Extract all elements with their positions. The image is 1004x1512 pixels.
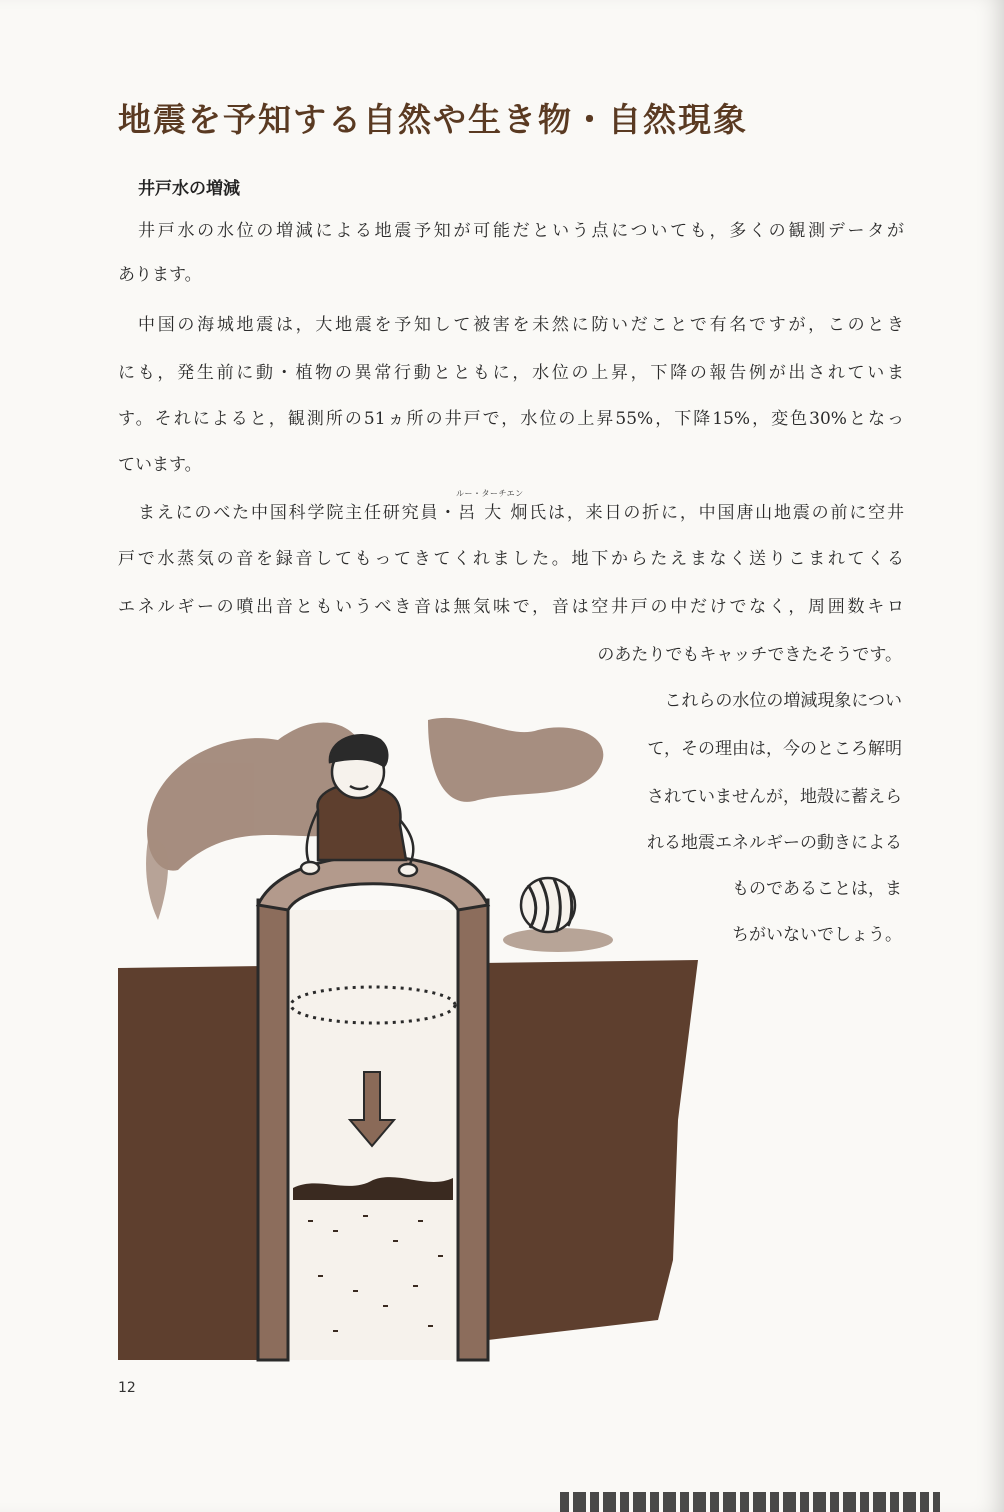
well-illustration bbox=[118, 700, 698, 1370]
watermelon-ball-icon bbox=[503, 878, 613, 952]
paragraph-2-line-4: ています。 bbox=[118, 455, 202, 475]
paragraph-1-line-1: 井戸水の水位の増減による地震予知が可能だという点についても，多くの観測データが bbox=[138, 221, 904, 241]
paragraph-4-line-4: れる地震エネルギーの動きによる bbox=[647, 833, 902, 853]
paragraph-4-line-5: ものであることは，ま bbox=[732, 879, 902, 899]
paragraph-1-line-2: あります。 bbox=[118, 265, 202, 285]
paragraph-4-line-3: されていませんが，地殻に蓄えら bbox=[647, 787, 902, 807]
paragraph-4-line-1: これらの水位の増減現象につい bbox=[664, 691, 902, 711]
ruby-annotation: ルー・ターチエン bbox=[456, 489, 524, 498]
paragraph-3-line-1: まえにのべた中国科学院主任研究員・呂 大 炯氏は，来日の折に，中国唐山地震の前に空井 bbox=[138, 503, 904, 523]
paragraph-2-line-1: 中国の海城地震は，大地震を予知して被害を未然に防いだことで有名ですが，このとき bbox=[138, 315, 904, 335]
paragraph-2-line-2: にも，発生前に動・植物の異常行動とともに，水位の上昇，下降の報告例が出されていま bbox=[118, 363, 904, 383]
paragraph-3-line-2: 戸で水蒸気の音を録音してもってきてくれました。地下からたえまなく送りこまれてくる bbox=[118, 549, 904, 569]
page-title: 地震を予知する自然や生き物・自然現象 bbox=[118, 100, 748, 139]
paragraph-4-line-6: ちがいないでしょう。 bbox=[732, 925, 902, 945]
paragraph-4-line-2: て，その理由は，今のところ解明 bbox=[647, 739, 902, 759]
sepia-cloud-right bbox=[428, 718, 603, 802]
next-page-edge-strip bbox=[560, 1492, 940, 1512]
section-heading: 井戸水の増減 bbox=[138, 179, 240, 199]
paragraph-3-line-3: エネルギーの噴出音ともいうべき音は無気味で，音は空井戸の中だけでなく，周囲数キロ bbox=[118, 597, 904, 617]
paragraph-2-line-3: す。それによると，観測所の51ヵ所の井戸で，水位の上昇55%，下降15%，変色30%となっ bbox=[118, 409, 904, 429]
paragraph-3-line-4: のあたりでもキャッチできたそうです。 bbox=[597, 645, 902, 665]
page-number: 12 bbox=[118, 1380, 136, 1396]
